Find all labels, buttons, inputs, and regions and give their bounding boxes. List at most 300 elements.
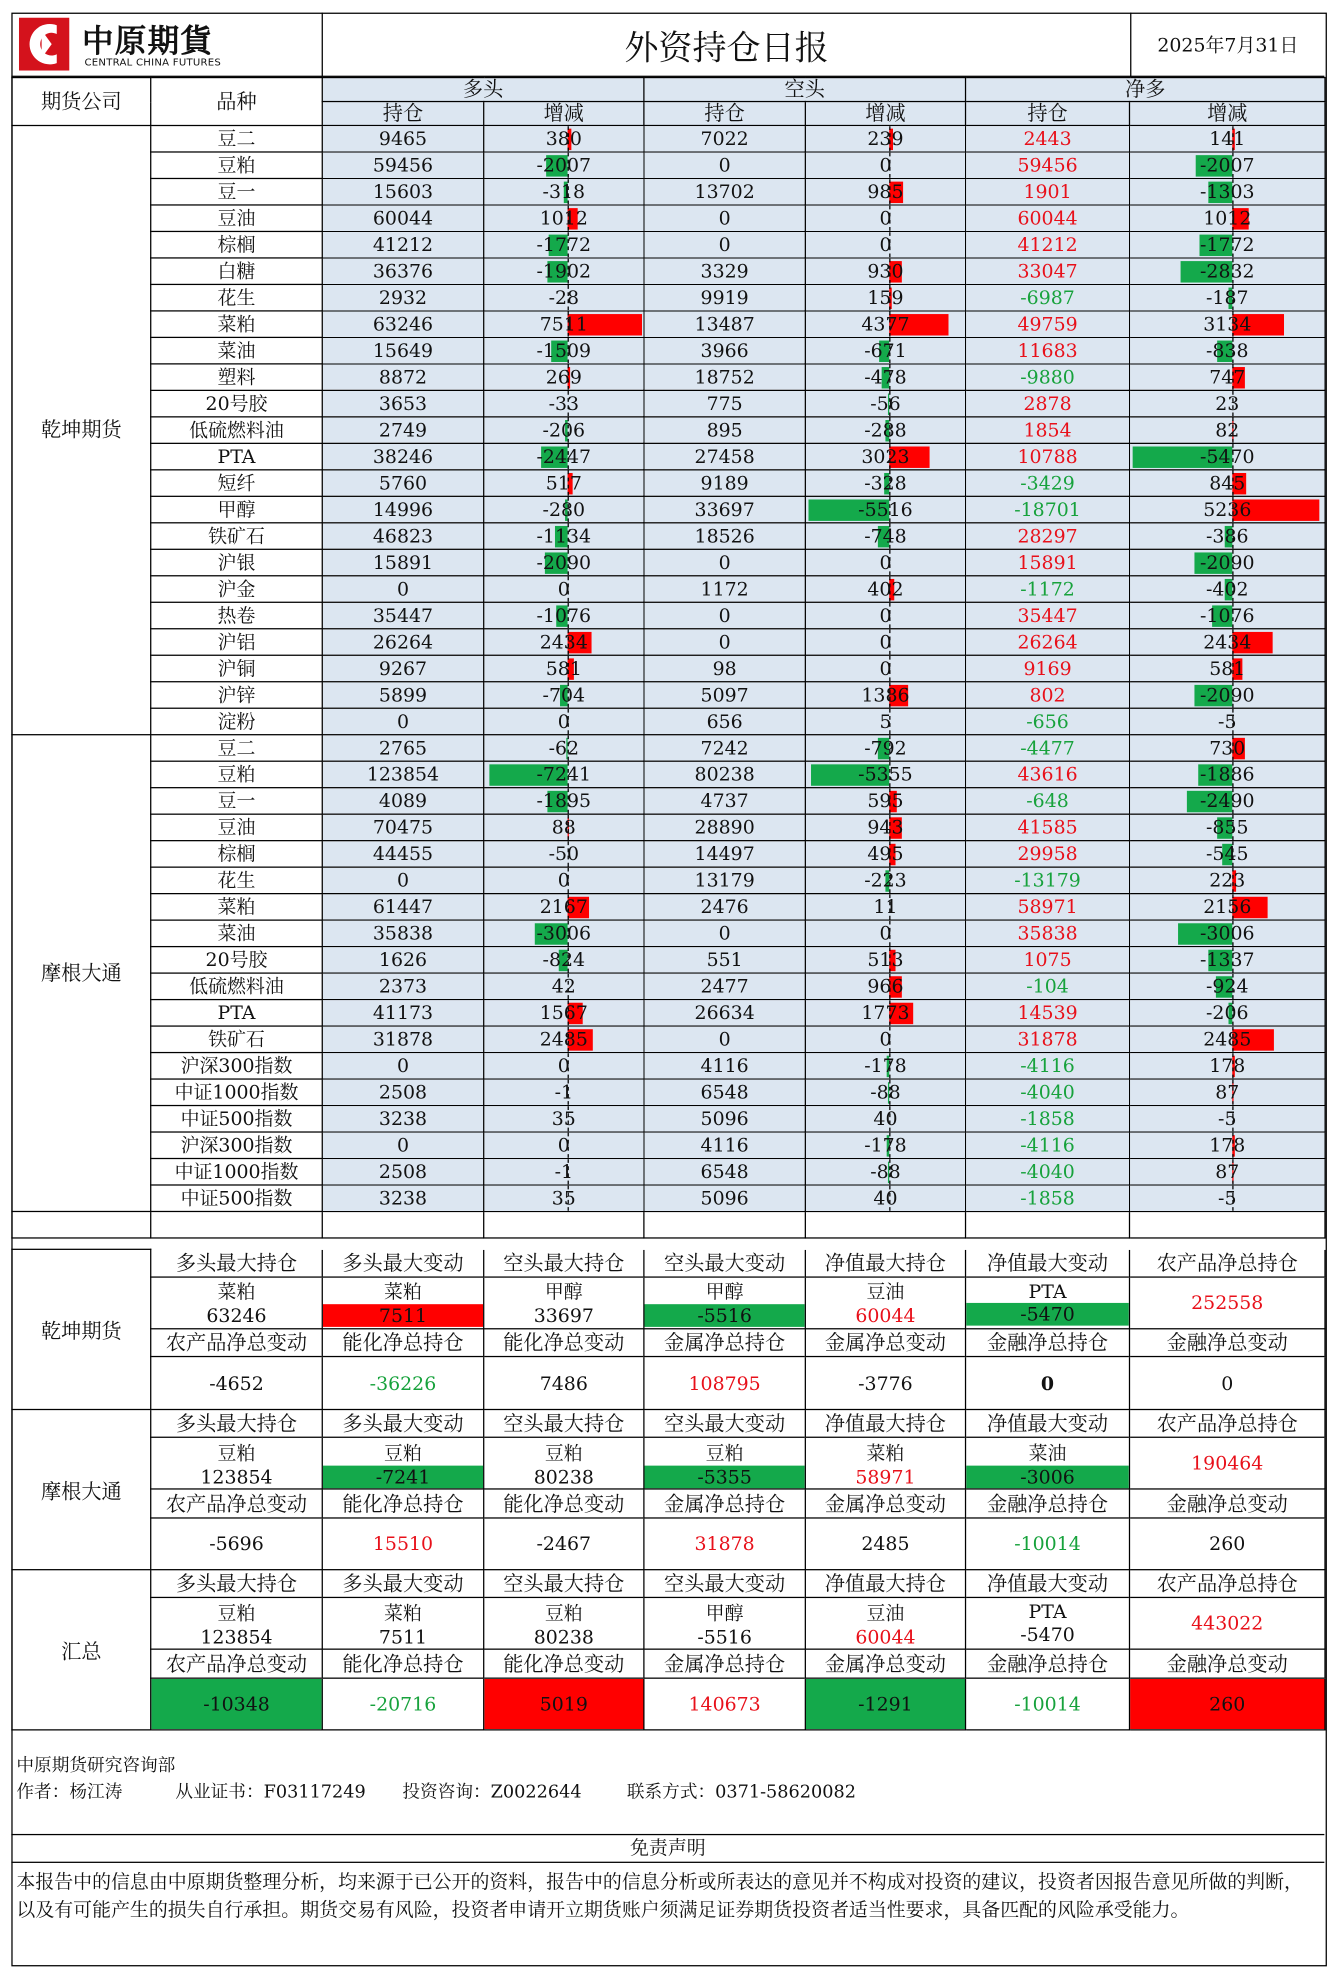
long-change-value: 380 [545,127,582,151]
long-position-header: 持仓 [322,102,483,126]
net-position-value: 2878 [1023,392,1072,415]
long-change-value: -1509 [536,339,592,362]
short-position-value: 0 [718,630,731,654]
short-position-cell [644,496,805,522]
net-change-value: 178 [1209,1133,1246,1157]
summary-value-cell [322,1277,483,1329]
long-change-cell [484,814,644,840]
summary-value-row [12,1598,1325,1650]
summary-number: 33697 [533,1304,594,1328]
long-position-value: 3238 [378,1186,428,1210]
short-position-cell [644,814,805,840]
summary-number: -5516 [645,1305,805,1328]
long-change-cell [484,443,644,469]
short-change-cell [805,841,965,867]
short-position-value: 7242 [700,736,749,760]
summary-value-cell: -10348 [151,1678,323,1730]
summary-value-row [12,1518,1325,1570]
summary-key-label: 能化净总变动 [484,1650,644,1678]
summary-value-cell [322,1598,483,1650]
net-change-cell [1130,523,1326,549]
summary-key-label: 多头最大变动 [322,1410,483,1438]
net-change-value: -2007 [1200,153,1255,177]
long-change-cell [484,735,644,761]
long-change-cell [484,576,644,602]
long-change-cell [484,761,644,787]
short-position-cell [644,178,805,204]
net-position-cell [966,311,1130,337]
summary-key-label: 净值最大持仓 [805,1410,965,1438]
net-position-value: 28297 [1017,524,1078,548]
short-change-value: 11 [873,895,898,919]
short-change-value: 0 [879,604,892,627]
long-change-cell [484,1185,644,1211]
short-change-value: -178 [864,1133,907,1157]
short-position-value: 5096 [700,1186,749,1210]
table-row [12,576,1325,602]
net-change-value: -402 [1206,577,1249,601]
short-change-value: 0 [879,233,892,257]
net-change-cell [1130,1106,1326,1132]
long-position-cell [322,205,483,231]
short-position-value: 2476 [700,895,749,919]
net-position-cell [966,708,1130,734]
short-position-value: 2477 [700,974,749,998]
long-position-value: 2932 [378,286,428,310]
short-position-cell [644,390,805,416]
long-change-value: 517 [545,471,582,495]
long-change-cell [484,1132,644,1158]
summary-key-label: 农产品净总变动 [151,1329,323,1357]
net-change-cell [1130,602,1326,628]
short-position-value: 14497 [694,842,755,866]
net-change-value: -5 [1218,1107,1237,1131]
short-change-cell [805,1132,965,1158]
long-position-cell [322,1000,483,1026]
short-position-cell [644,602,805,628]
summary-product-name: 菜油 [1028,1441,1067,1465]
net-change-value: 3134 [1203,312,1252,336]
net-position-cell [966,973,1130,999]
long-change-value: 0 [557,710,570,733]
short-position-cell [644,655,805,681]
net-change-cell [1130,947,1326,973]
net-change-cell [1130,761,1326,787]
report-date: 2025年7月31日 [1131,13,1324,77]
net-change-value: 23 [1215,392,1240,415]
long-change-cell [484,1053,644,1079]
net-position-value: 60044 [1017,206,1078,230]
long-position-cell [322,443,483,469]
net-change-cell [1130,1000,1326,1026]
long-position-value: 36376 [372,259,434,283]
product-name: 20号胶 [151,390,323,416]
net-position-header: 持仓 [966,102,1130,126]
short-change-value: 40 [873,1107,898,1131]
short-position-cell [644,205,805,231]
long-position-cell [322,708,483,734]
short-position-cell [644,894,805,920]
long-position-value: 4089 [378,789,428,813]
product-name: 菜粕 [151,311,323,337]
short-position-value: 4737 [700,789,749,813]
summary-company-name: 乾坤期货 [12,1249,151,1409]
product-name: 铁矿石 [151,1026,323,1052]
table-row [12,682,1325,708]
summary-value-cell [151,1437,323,1489]
net-position-cell [966,1106,1130,1132]
net-change-value: 1012 [1203,206,1252,230]
long-change-cell [484,364,644,390]
long-change-cell [484,258,644,284]
short-change-value: 513 [867,948,904,972]
table-row [12,390,1325,416]
summary-value-cell [1129,1277,1325,1329]
disclaimer-text: 本报告中的信息由中原期货整理分析，均来源于已公开的资料，报告中的信息分析或所表达的意见并不构成对投资的建议，投资者因报告意见所做的判断，以及有可能产生的损失自行承担。期货交易有风险，投资者申请开立期货账户须满足证券期货投资者适当性要求，具备匹配的风险承受能力。 [16,1870,1303,1921]
net-change-value: -924 [1206,974,1249,998]
summary-product-name: 菜粕 [866,1441,905,1465]
net-position-value: 49759 [1017,312,1078,336]
short-position-cell [644,337,805,363]
long-position-value: 0 [396,869,409,892]
summary-number: -5516 [697,1625,752,1649]
net-position-cell [966,205,1130,231]
net-position-cell [966,920,1130,946]
short-change-cell [805,337,965,363]
long-change-cell [484,708,644,734]
summary-key-label: 金融净总变动 [1129,1650,1325,1678]
long-change-value: -50 [548,842,580,866]
long-position-value: 0 [396,710,409,733]
long-position-cell [322,284,483,310]
summary-value-cell [484,1437,644,1489]
table-row [12,258,1325,284]
short-change-cell [805,708,965,734]
long-position-cell [322,337,483,363]
short-change-value: 4377 [861,312,910,336]
long-change-value: 0 [557,869,570,892]
short-position-cell [644,920,805,946]
summary-key-label: 空头最大变动 [644,1249,805,1276]
summary-product-name: 甲醇 [705,1601,744,1625]
summary-value-cell: -20716 [322,1678,483,1730]
net-change-cell [1130,1079,1326,1105]
long-position-cell [322,947,483,973]
long-change-value: 0 [557,577,570,601]
advisory-number: 投资咨询：Z0022644 [402,1782,582,1803]
net-change-value: -545 [1206,842,1249,866]
net-position-value: -9880 [1020,365,1075,389]
net-position-value: 33047 [1017,259,1078,283]
summary-key-label: 金融净总持仓 [966,1650,1130,1678]
report-title: 外资持仓日报 [323,13,1131,77]
short-position-cell [644,682,805,708]
net-change-cell [1130,655,1326,681]
net-position-cell [966,682,1130,708]
long-position-value: 70475 [372,816,434,839]
summary-key-label: 净值最大持仓 [805,1249,965,1276]
summary-number: 7511 [323,1305,483,1328]
table-row [12,549,1325,575]
summary-key-row [12,1650,1325,1678]
summary-key-label: 金属净总变动 [805,1490,965,1518]
short-position-cell [644,629,805,655]
net-position-value: -1858 [1020,1107,1075,1131]
table-row [12,1132,1325,1158]
table-row [12,814,1325,840]
summary-key-label: 净值最大变动 [966,1410,1130,1438]
long-position-value: 44455 [372,842,434,866]
summary-value-cell [322,1437,483,1489]
long-change-value: -33 [548,392,580,415]
net-change-value: -5 [1218,710,1237,733]
short-position-value: 9189 [700,471,749,495]
long-change-cell [484,947,644,973]
product-name: 20号胶 [151,947,323,973]
long-change-cell [484,1000,644,1026]
summary-value-cell [484,1277,644,1329]
long-change-value: 581 [545,657,582,680]
long-change-value: -2447 [536,445,592,468]
product-name: 沪锌 [151,682,323,708]
net-position-cell [966,178,1130,204]
short-position-cell [644,417,805,443]
long-position-value: 123854 [366,763,440,786]
long-position-value: 15649 [372,339,434,362]
disclaimer-title: 免责声明 [11,1835,1324,1863]
long-position-cell [322,470,483,496]
short-change-value: 0 [879,551,892,574]
col-net-header: 净多 [966,78,1325,102]
table-row [12,1053,1325,1079]
long-change-cell [484,841,644,867]
short-change-cell [805,258,965,284]
short-change-cell [805,655,965,681]
short-position-value: 18526 [694,524,755,548]
short-change-cell [805,576,965,602]
net-position-value: 2443 [1023,127,1072,151]
short-position-value: 3329 [700,259,749,283]
net-position-value: 9169 [1023,657,1072,680]
net-position-value: 35447 [1017,604,1078,627]
short-position-value: 6548 [700,1160,749,1184]
short-change-cell [805,1000,965,1026]
product-name: 中证500指数 [151,1106,323,1132]
summary-value-row [12,1277,1325,1329]
long-position-cell [322,682,483,708]
net-change-cell [1130,682,1326,708]
long-position-cell [322,496,483,522]
long-position-cell [322,788,483,814]
net-change-value: 2156 [1203,895,1252,919]
net-change-value: -1076 [1200,604,1255,627]
table-row [12,231,1325,257]
net-position-cell [966,814,1130,840]
summary-number: 80238 [533,1465,594,1489]
summary-key-label: 农产品净总变动 [151,1490,323,1518]
net-change-value: 581 [1209,657,1246,680]
table-row [12,205,1325,231]
long-change-value: -1 [554,1160,574,1184]
summary-value-cell [805,1437,965,1489]
summary-key-label: 金属净总变动 [805,1329,965,1357]
table-row [12,337,1325,363]
table-row [12,417,1325,443]
long-change-value: -280 [542,498,586,521]
net-position-value: 15891 [1017,551,1078,574]
short-position-cell [644,284,805,310]
long-change-cell [484,152,644,178]
net-position-value: -104 [1026,974,1069,998]
summary-number: -7241 [323,1465,483,1488]
logo-chinese-text: 中原期貨 [81,22,214,60]
short-position-value: 0 [718,922,731,945]
research-dept: 中原期货研究咨询部 [16,1755,176,1776]
long-change-cell [484,284,644,310]
summary-product-name: 菜粕 [217,1280,256,1304]
net-position-value: -13179 [1014,869,1081,892]
long-position-cell [322,125,483,151]
long-position-value: 15891 [372,551,434,574]
summary-key-label: 金融净总持仓 [966,1329,1130,1357]
product-name: 中证500指数 [151,1185,323,1211]
short-change-value: -5516 [858,498,913,521]
net-position-value: -648 [1026,789,1069,813]
long-position-value: 2508 [378,1080,428,1104]
short-position-value: 5097 [700,683,749,707]
summary-value-row [12,1678,1325,1730]
long-position-cell [322,152,483,178]
summary-number: 60044 [855,1304,916,1328]
long-change-cell [484,1079,644,1105]
summary-value-cell [644,1598,805,1650]
short-change-value: 239 [867,127,904,151]
long-position-value: 5899 [378,683,428,707]
short-change-value: 40 [873,1186,898,1210]
long-change-cell [484,920,644,946]
net-position-value: 14539 [1017,1001,1078,1025]
short-position-value: 13487 [694,312,755,336]
net-position-value: 59456 [1017,153,1078,177]
short-position-value: 13179 [694,869,755,892]
long-change-cell [484,523,644,549]
summary-value-cell: 5019 [484,1678,644,1730]
product-name: 白糖 [151,258,323,284]
net-position-value: 41212 [1017,233,1078,257]
long-change-value: 35 [551,1107,576,1131]
short-change-value: -88 [870,1160,901,1184]
long-position-value: 1626 [378,948,428,972]
net-change-value: -2832 [1200,259,1255,283]
short-position-cell [644,867,805,893]
short-position-value: 9919 [700,286,749,310]
net-change-cell [1130,284,1326,310]
table-row [12,708,1325,734]
table-row [12,443,1325,469]
long-position-value: 61447 [372,895,434,919]
net-change-cell [1130,178,1326,204]
net-position-cell [966,337,1130,363]
long-position-value: 3238 [378,1107,428,1131]
product-name: 花生 [151,284,323,310]
long-position-cell [322,390,483,416]
long-position-value: 26264 [372,630,434,654]
long-change-cell [484,496,644,522]
summary-key-label: 金属净总持仓 [644,1490,805,1518]
short-change-cell [805,470,965,496]
summary-number: -3006 [966,1465,1129,1488]
product-name: 棕榈 [151,841,323,867]
summary-key-label: 空头最大持仓 [484,1410,644,1438]
table-row [12,470,1325,496]
net-position-value: -656 [1026,710,1069,733]
long-change-value: 88 [551,816,576,839]
long-change-value: 0 [557,1133,570,1157]
long-position-cell [322,894,483,920]
summary-number: 252558 [1191,1291,1264,1315]
long-position-cell [322,841,483,867]
company-name: 乾坤期货 [12,125,151,734]
summary-key-label: 净值最大变动 [966,1249,1130,1276]
net-change-value: 5236 [1203,498,1252,521]
short-position-cell [644,735,805,761]
summary-value-cell [644,1277,805,1329]
long-position-cell [322,549,483,575]
long-position-value: 15603 [372,180,434,204]
short-change-cell [805,417,965,443]
long-position-cell [322,814,483,840]
net-position-cell [966,576,1130,602]
product-name: 豆一 [151,178,323,204]
table-row [12,1000,1325,1026]
long-position-cell [322,178,483,204]
net-position-cell [966,602,1130,628]
long-position-value: 38246 [372,445,434,468]
net-change-value: -187 [1206,286,1249,310]
short-change-value: -671 [864,339,907,362]
summary-value-cell: -10014 [966,1678,1130,1730]
net-position-cell [966,841,1130,867]
long-change-value: -1076 [536,604,592,627]
long-position-value: 2373 [378,974,428,998]
table-row [12,841,1325,867]
net-change-cell [1130,125,1326,151]
long-change-cell [484,973,644,999]
short-position-value: 4116 [700,1133,749,1157]
long-change-cell [484,337,644,363]
net-position-cell [966,1053,1130,1079]
net-position-cell [966,1185,1130,1211]
short-position-cell [644,761,805,787]
short-change-cell [805,894,965,920]
long-position-cell [322,258,483,284]
license-number: 从业证书：F03117249 [175,1782,366,1803]
short-position-cell [644,549,805,575]
long-change-cell [484,867,644,893]
table-row [12,496,1325,522]
short-position-value: 3966 [700,339,749,362]
summary-key-row [12,1249,1325,1276]
long-change-value: 2485 [539,1027,588,1051]
short-change-value: 0 [879,1027,892,1051]
company-logo-icon [19,18,69,71]
long-position-value: 63246 [372,312,434,336]
long-change-cell [484,1106,644,1132]
net-change-value: 87 [1215,1160,1240,1184]
short-position-value: 551 [706,948,743,972]
long-position-value: 31878 [372,1027,434,1051]
short-position-cell [644,841,805,867]
